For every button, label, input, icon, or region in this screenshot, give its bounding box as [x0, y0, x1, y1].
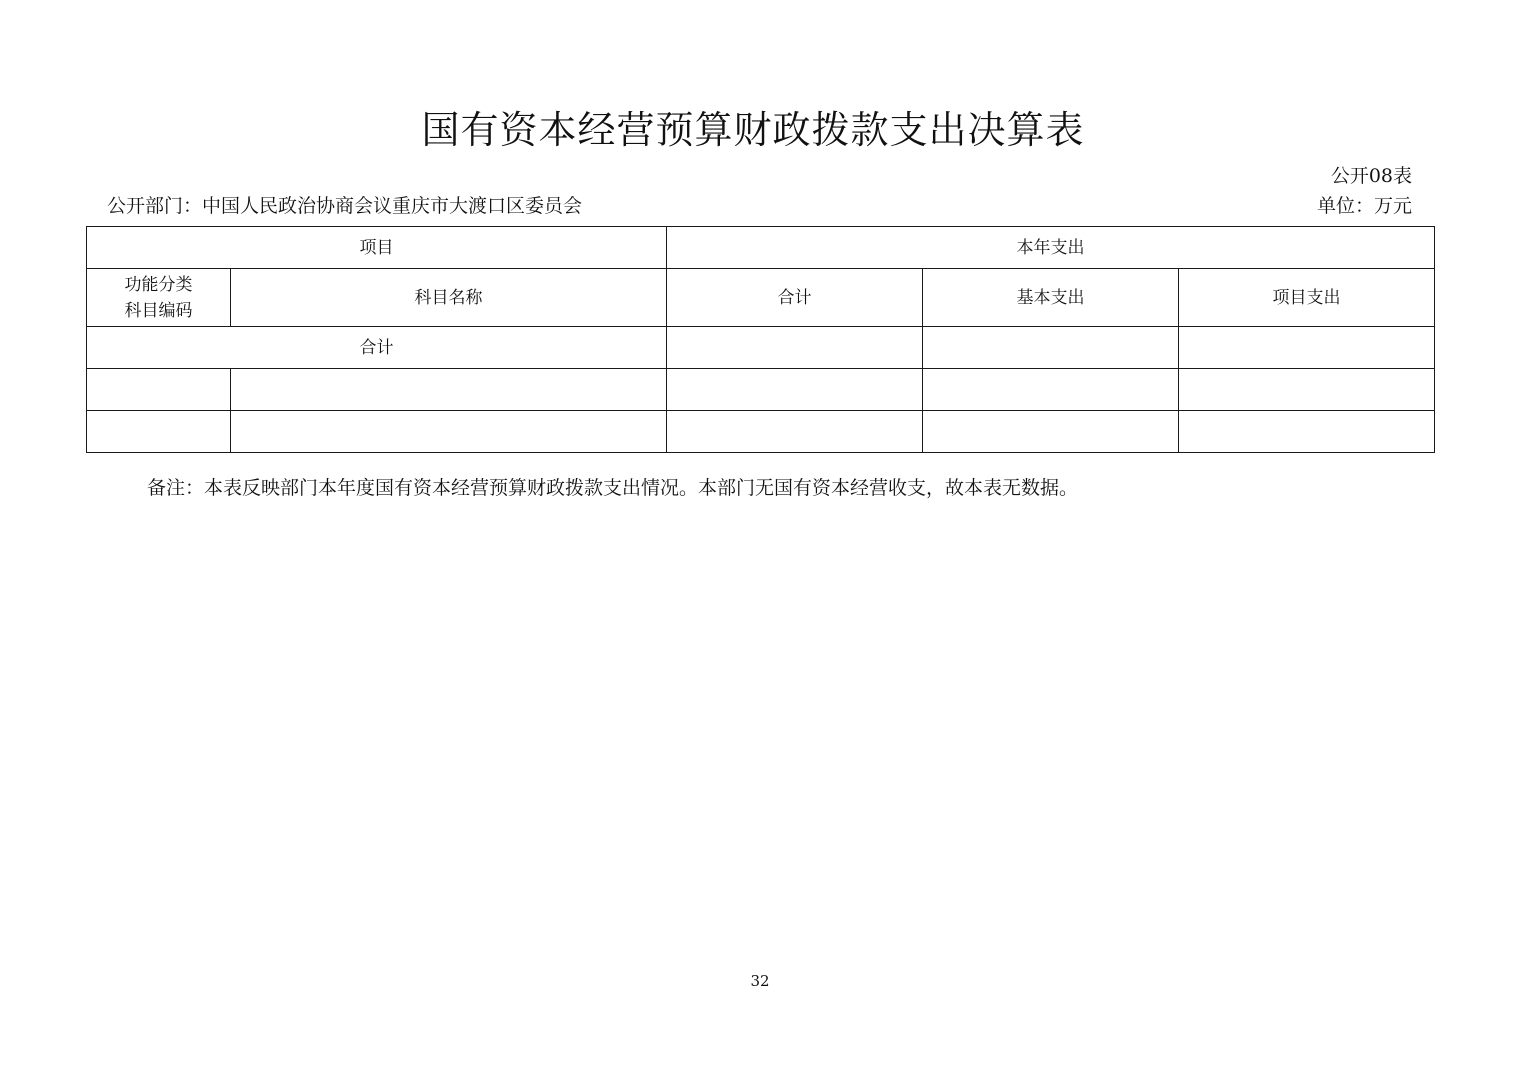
header-total: 合计 [667, 269, 923, 327]
table-header-row [87, 227, 1435, 269]
table-cell [667, 369, 923, 411]
header-subject-name: 科目名称 [231, 269, 667, 327]
header-function-code-line1: 功能分类 [124, 274, 193, 295]
header-current-year-expenditure: 本年支出 [667, 227, 1435, 269]
table-row [87, 369, 1435, 411]
table-row [87, 411, 1435, 453]
table-total-row [87, 327, 1435, 369]
table-cell [1179, 369, 1435, 411]
table-cell [1179, 411, 1435, 453]
table-cell [231, 369, 667, 411]
table-number: 公开08表 [1330, 165, 1412, 187]
table-subheader-row [87, 269, 1435, 327]
table-cell [87, 411, 231, 453]
total-row-label: 合计 [87, 327, 667, 369]
header-function-code [87, 269, 231, 327]
unit-label: 单位：万元 [1316, 195, 1412, 217]
table-cell [923, 411, 1179, 453]
total-row-project-cell [1179, 327, 1435, 369]
expenditure-table [86, 226, 1435, 453]
table-cell [667, 411, 923, 453]
header-project-expenditure: 项目支出 [1179, 269, 1435, 327]
table-cell [87, 369, 231, 411]
header-project: 项目 [87, 227, 667, 269]
page-number: 32 [750, 972, 770, 990]
header-function-code-line2: 科目编码 [124, 300, 193, 321]
table-cell [231, 411, 667, 453]
total-row-total-cell [667, 327, 923, 369]
page-title: 国有资本经营预算财政拨款支出决算表 [421, 108, 1085, 152]
header-basic-expenditure: 基本支出 [923, 269, 1179, 327]
department-label: 公开部门：中国人民政治协商会议重庆市大渡口区委员会 [107, 195, 583, 217]
table-cell [923, 369, 1179, 411]
table-note: 备注：本表反映部门本年度国有资本经营预算财政拨款支出情况。本部门无国有资本经营收支，故本表无数据。 [147, 477, 1079, 499]
total-row-basic-cell [923, 327, 1179, 369]
